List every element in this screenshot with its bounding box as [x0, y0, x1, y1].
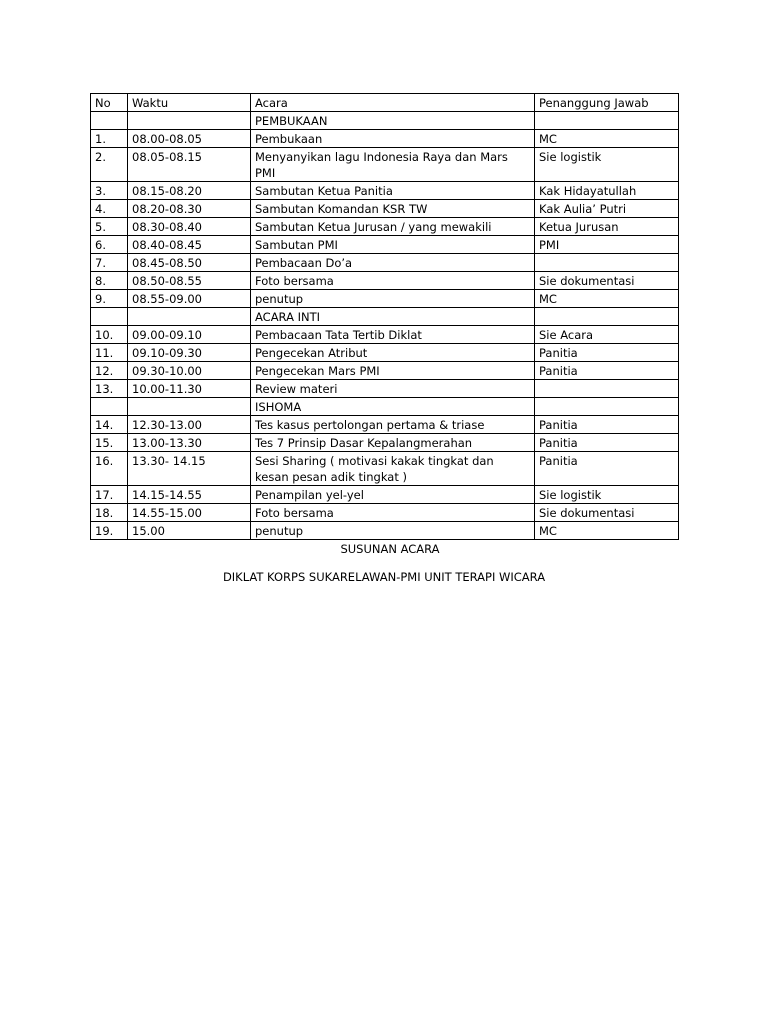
row-number: 10. [91, 326, 128, 344]
row-waktu: 08.50-08.55 [128, 272, 251, 290]
row-acara: Penampilan yel-yel [251, 486, 535, 504]
row-penanggung-jawab: Sie dokumentasi [535, 504, 679, 522]
row-penanggung-jawab: MC [535, 290, 679, 308]
row-acara: Sesi Sharing ( motivasi kakak tingkat dan kesan pesan adik tingkat ) [251, 452, 535, 486]
section-empty-cell [128, 398, 251, 416]
row-penanggung-jawab: Panitia [535, 434, 679, 452]
row-number: 9. [91, 290, 128, 308]
schedule-table-body [91, 94, 679, 540]
row-waktu: 09.00-09.10 [128, 326, 251, 344]
row-waktu: 15.00 [128, 522, 251, 540]
row-penanggung-jawab: MC [535, 130, 679, 148]
table-row [91, 504, 679, 522]
row-acara: Sambutan PMI [251, 236, 535, 254]
row-penanggung-jawab: Sie dokumentasi [535, 272, 679, 290]
row-acara: penutup [251, 522, 535, 540]
schedule-table [90, 93, 679, 540]
section-empty-cell [128, 112, 251, 130]
section-empty-cell [128, 308, 251, 326]
row-number: 3. [91, 182, 128, 200]
row-penanggung-jawab: Sie logistik [535, 148, 679, 182]
table-row [91, 182, 679, 200]
row-penanggung-jawab: Sie logistik [535, 486, 679, 504]
row-waktu: 08.15-08.20 [128, 182, 251, 200]
section-empty-cell [535, 398, 679, 416]
row-acara: Menyanyikan lagu Indonesia Raya dan Mars PMI [251, 148, 535, 182]
row-waktu: 08.30-08.40 [128, 218, 251, 236]
section-row [91, 308, 679, 326]
table-row [91, 218, 679, 236]
row-penanggung-jawab: Sie Acara [535, 326, 679, 344]
table-row [91, 522, 679, 540]
row-acara: Sambutan Ketua Panitia [251, 182, 535, 200]
row-waktu: 14.55-15.00 [128, 504, 251, 522]
row-acara: Pembukaan [251, 130, 535, 148]
row-acara: Sambutan Ketua Jurusan / yang mewakili [251, 218, 535, 236]
row-penanggung-jawab: Panitia [535, 344, 679, 362]
table-row [91, 380, 679, 398]
table-row [91, 236, 679, 254]
row-penanggung-jawab [535, 380, 679, 398]
document-title-block [90, 541, 678, 585]
row-penanggung-jawab: Panitia [535, 416, 679, 434]
row-number: 19. [91, 522, 128, 540]
row-acara: penutup [251, 290, 535, 308]
section-empty-cell [535, 112, 679, 130]
row-waktu: 13.00-13.30 [128, 434, 251, 452]
row-acara: Foto bersama [251, 272, 535, 290]
row-waktu: 09.30-10.00 [128, 362, 251, 380]
row-acara: Sambutan Komandan KSR TW [251, 200, 535, 218]
row-penanggung-jawab: Panitia [535, 452, 679, 486]
row-number: 1. [91, 130, 128, 148]
table-row [91, 130, 679, 148]
row-number: 13. [91, 380, 128, 398]
table-row [91, 434, 679, 452]
table-row [91, 326, 679, 344]
row-penanggung-jawab: MC [535, 522, 679, 540]
row-penanggung-jawab: Kak Aulia’ Putri [535, 200, 679, 218]
section-empty-cell [91, 398, 128, 416]
header-no: No [91, 94, 128, 112]
table-row [91, 452, 679, 486]
table-row [91, 344, 679, 362]
table-row [91, 362, 679, 380]
section-empty-cell [535, 308, 679, 326]
row-acara: Pengecekan Atribut [251, 344, 535, 362]
table-row [91, 254, 679, 272]
header-waktu: Waktu [128, 94, 251, 112]
row-waktu: 08.00-08.05 [128, 130, 251, 148]
table-row [91, 486, 679, 504]
row-number: 14. [91, 416, 128, 434]
section-title: ISHOMA [251, 398, 535, 416]
row-penanggung-jawab [535, 254, 679, 272]
row-number: 15. [91, 434, 128, 452]
table-row [91, 272, 679, 290]
row-waktu: 09.10-09.30 [128, 344, 251, 362]
header-penanggung-jawab: Penanggung Jawab [535, 94, 679, 112]
row-number: 18. [91, 504, 128, 522]
row-number: 12. [91, 362, 128, 380]
section-empty-cell [91, 112, 128, 130]
section-title: PEMBUKAAN [251, 112, 535, 130]
table-row [91, 290, 679, 308]
row-penanggung-jawab: Ketua Jurusan [535, 218, 679, 236]
row-penanggung-jawab: Kak Hidayatullah [535, 182, 679, 200]
row-penanggung-jawab: PMI [535, 236, 679, 254]
row-waktu: 13.30- 14.15 [128, 452, 251, 486]
header-acara: Acara [251, 94, 535, 112]
document-subtitle: DIKLAT KORPS SUKARELAWAN-PMI UNIT TERAPI WICARA [222, 570, 546, 584]
row-waktu: 08.45-08.50 [128, 254, 251, 272]
row-acara: Pembacaan Do’a [251, 254, 535, 272]
document-page [90, 93, 678, 585]
row-waktu: 08.55-09.00 [128, 290, 251, 308]
row-waktu: 10.00-11.30 [128, 380, 251, 398]
row-number: 11. [91, 344, 128, 362]
row-acara: Pengecekan Mars PMI [251, 362, 535, 380]
document-title: SUSUNAN ACARA [340, 542, 440, 556]
row-number: 16. [91, 452, 128, 486]
row-acara: Tes kasus pertolongan pertama & triase [251, 416, 535, 434]
row-acara: Tes 7 Prinsip Dasar Kepalangmerahan [251, 434, 535, 452]
section-title: ACARA INTI [251, 308, 535, 326]
table-header-row [91, 94, 679, 112]
table-row [91, 148, 679, 182]
row-number: 7. [91, 254, 128, 272]
row-waktu: 12.30-13.00 [128, 416, 251, 434]
row-waktu: 08.20-08.30 [128, 200, 251, 218]
row-number: 4. [91, 200, 128, 218]
row-acara: Review materi [251, 380, 535, 398]
row-number: 6. [91, 236, 128, 254]
table-row [91, 200, 679, 218]
row-number: 2. [91, 148, 128, 182]
row-waktu: 08.05-08.15 [128, 148, 251, 182]
table-row [91, 416, 679, 434]
section-empty-cell [91, 308, 128, 326]
row-number: 5. [91, 218, 128, 236]
section-row [91, 112, 679, 130]
row-number: 8. [91, 272, 128, 290]
row-number: 17. [91, 486, 128, 504]
row-waktu: 14.15-14.55 [128, 486, 251, 504]
row-acara: Pembacaan Tata Tertib Diklat [251, 326, 535, 344]
row-waktu: 08.40-08.45 [128, 236, 251, 254]
row-penanggung-jawab: Panitia [535, 362, 679, 380]
section-row [91, 398, 679, 416]
row-acara: Foto bersama [251, 504, 535, 522]
